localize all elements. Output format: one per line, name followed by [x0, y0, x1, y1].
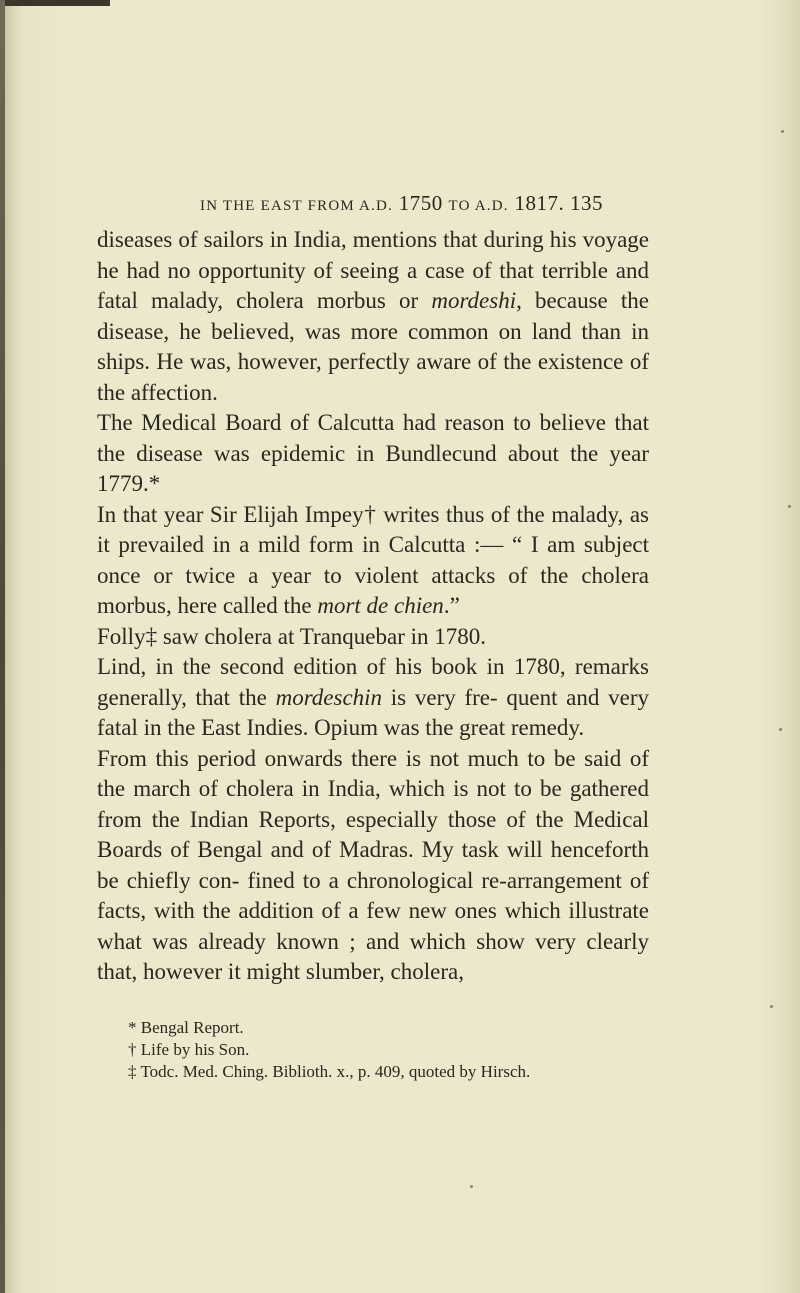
paragraph-text: diseases of sailors in India, mentions that during his voyage he had no opportunity of seeing a case of that terrible and fatal malady, cholera morbus or [97, 227, 649, 313]
footnote [128, 1039, 648, 1061]
paper-speck [770, 1005, 773, 1008]
paper-speck [470, 1185, 473, 1188]
paragraph-text: , because the disease, he believed, was more common on land than in ships. He was, however, perfectly aware of the existence of the affection. [97, 288, 649, 405]
footnote [128, 1017, 648, 1039]
paragraph-text: Folly‡ saw cholera at Tranquebar in 1780. [97, 623, 487, 649]
paper-speck [788, 505, 791, 508]
paragraph-text: Lind, in the second edition of his book in 1780, remarks generally, that the [97, 654, 649, 710]
paragraph-text: The Medical Board of Calcutta had reason to believe that the disease was epidemic in Bundlecund about the year 1779.* [97, 410, 649, 496]
running-head-year-start: 1750 [398, 191, 443, 215]
footnote-mark: ‡ [128, 1062, 137, 1081]
paragraph [97, 500, 649, 622]
paragraph-text: is very fre- quent and very fatal in the East Indies. Opium was the great remedy. [97, 684, 649, 740]
footnote-mark: * [128, 1018, 137, 1037]
footnotes [128, 1017, 648, 1083]
running-head-prefix: IN THE EAST FROM A.D. [200, 198, 393, 214]
body-text [97, 225, 649, 988]
paragraph [97, 652, 649, 744]
running-head-middle: TO A.D. [448, 198, 509, 214]
paragraph-text: .” [443, 593, 460, 618]
paragraph [97, 225, 649, 408]
footnote-text: Life by his Son. [140, 1040, 250, 1059]
paragraph [97, 408, 649, 500]
footnote [128, 1061, 648, 1083]
page-number: 135 [569, 191, 603, 215]
binding-shadow [0, 0, 5, 1293]
footnote-text: Todc. Med. Ching. Biblioth. x., p. 409, quoted by Hirsch. [140, 1062, 531, 1081]
top-edge-shadow [0, 0, 110, 6]
paragraph-text: From this period onwards there is not much to be said of the march of cholera in India, which is not to be gathered from the Indian Reports, especially those of the Medical Boards of Bengal and of Madras. My task will henceforth be chiefly con- fined to a chronological re-arrangement of facts, with the addition of a few new ones which illustrate what was already known ; and which show very clearly that, however it might slumber, cholera, [97, 745, 649, 984]
running-head [200, 191, 603, 216]
italic-term: mordeschin [275, 684, 383, 710]
footnote-text: Bengal Report. [140, 1018, 244, 1037]
paragraph [97, 622, 649, 653]
paragraph [97, 744, 649, 988]
footnote-mark: † [128, 1040, 137, 1059]
paper-speck [779, 728, 782, 731]
italic-term: mort de chien [317, 593, 444, 618]
running-head-year-end: 1817. [514, 191, 565, 215]
paragraph-text: In that year Sir Elijah Impey† writes thus of the malady, as it prevailed in a mild form in Calcutta :— “ I am subject once or twice a year to violent attacks of the cholera morbus, here called the [97, 501, 649, 618]
italic-term: mordeshi [431, 288, 517, 313]
paper-speck [781, 130, 784, 133]
